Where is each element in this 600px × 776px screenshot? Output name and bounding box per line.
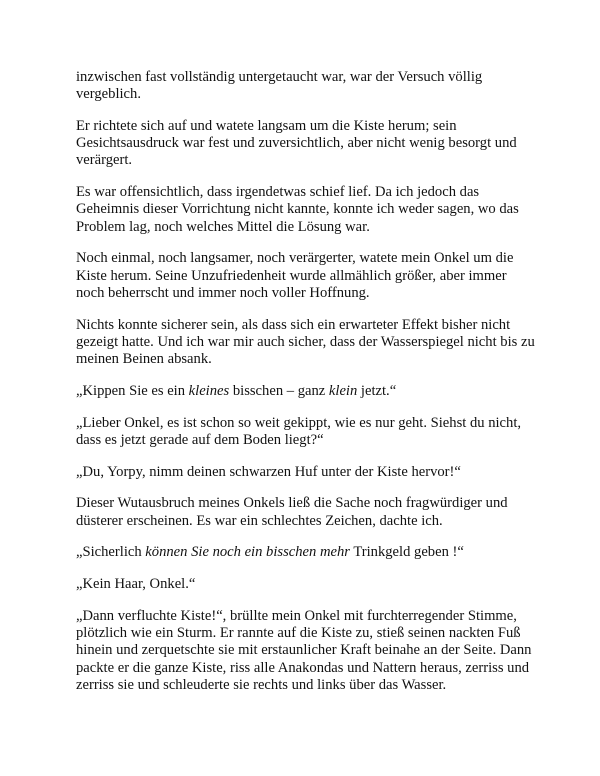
emphasis-text: können Sie noch ein bisschen mehr bbox=[145, 544, 350, 561]
paragraph-text: inzwischen fast vollständig untergetaucht war, war der Versuch völlig vergeblich. bbox=[76, 69, 483, 103]
paragraph-2 bbox=[76, 118, 536, 170]
paragraph-text: „Du, Yorpy, nimm deinen schwarzen Huf unter der Kiste hervor!“ bbox=[76, 463, 461, 480]
emphasis-text: klein bbox=[328, 382, 358, 399]
paragraph-text: bisschen – ganz bbox=[229, 382, 329, 399]
paragraph-text: „Kein Haar, Onkel.“ bbox=[76, 576, 196, 593]
paragraph-7 bbox=[76, 415, 536, 449]
paragraph-4 bbox=[76, 250, 536, 302]
paragraph-5 bbox=[76, 317, 536, 369]
paragraph-10 bbox=[76, 544, 536, 561]
paragraph-8 bbox=[76, 464, 536, 481]
paragraph-text: Es war offensichtlich, dass irgendetwas schief lief. Da ich jedoch das Geheimnis dieser Vorrichtung nicht kannte, konnte ich weder sagen, wo das Problem lag, noch welches Mittel die Lösung war. bbox=[76, 184, 519, 235]
paragraph-12 bbox=[76, 608, 536, 694]
paragraph-text: jetzt.“ bbox=[357, 382, 397, 399]
paragraph-3 bbox=[76, 184, 536, 236]
paragraph-11 bbox=[76, 576, 536, 593]
document-page bbox=[76, 69, 536, 709]
paragraph-text: „Kippen Sie es ein bbox=[76, 382, 189, 399]
paragraph-text: Dieser Wutausbruch meines Onkels ließ die Sache noch fragwürdiger und düsterer erscheinen. Es war ein schlechtes Zeichen, dachte ich. bbox=[76, 495, 508, 529]
paragraph-text: Nichts konnte sicherer sein, als dass sich ein erwarteter Effekt bisher nicht gezeigt hatte. Und ich war mir auch sicher, dass der Wasserspiegel nicht bis zu meinen Beinen absank. bbox=[76, 316, 535, 368]
paragraph-1 bbox=[76, 69, 536, 103]
paragraph-text: „Lieber Onkel, es ist schon so weit gekippt, wie es nur geht. Siehst du nicht, dass es jetzt gerade auf dem Boden liegt?“ bbox=[76, 414, 522, 448]
paragraph-9 bbox=[76, 495, 536, 529]
paragraph-text: Er richtete sich auf und watete langsam um die Kiste herum; sein Gesichtsausdruck war fest und zuversichtlich, aber nicht wenig besorgt und verärgert. bbox=[76, 118, 517, 169]
paragraph-text: Noch einmal, noch langsamer, noch verärgerter, watete mein Onkel um die Kiste herum. Seine Unzufriedenheit wurde allmählich größer, aber immer noch beherrscht und immer noch voller Hoffnung. bbox=[76, 250, 514, 301]
paragraph-text: „Sicherlich bbox=[76, 544, 146, 561]
paragraph-text: Trinkgeld geben !“ bbox=[349, 544, 464, 561]
paragraph-text: „Dann verfluchte Kiste!“, brüllte mein Onkel mit furchterregender Stimme, plötzlich wie ein Sturm. Er rannte auf die Kiste zu, stieß seinen nackten Fuß hinein und zerquetschte sie mit erstaunlicher Kraft beinahe an der Seite. Dann packte er die ganze Kiste, riss alle Anakondas und Nattern heraus, zerriss und zerriss sie und schleuderte sie rechts und links über das Wasser. bbox=[76, 608, 532, 693]
paragraph-6 bbox=[76, 383, 536, 400]
emphasis-text: kleines bbox=[188, 382, 230, 399]
